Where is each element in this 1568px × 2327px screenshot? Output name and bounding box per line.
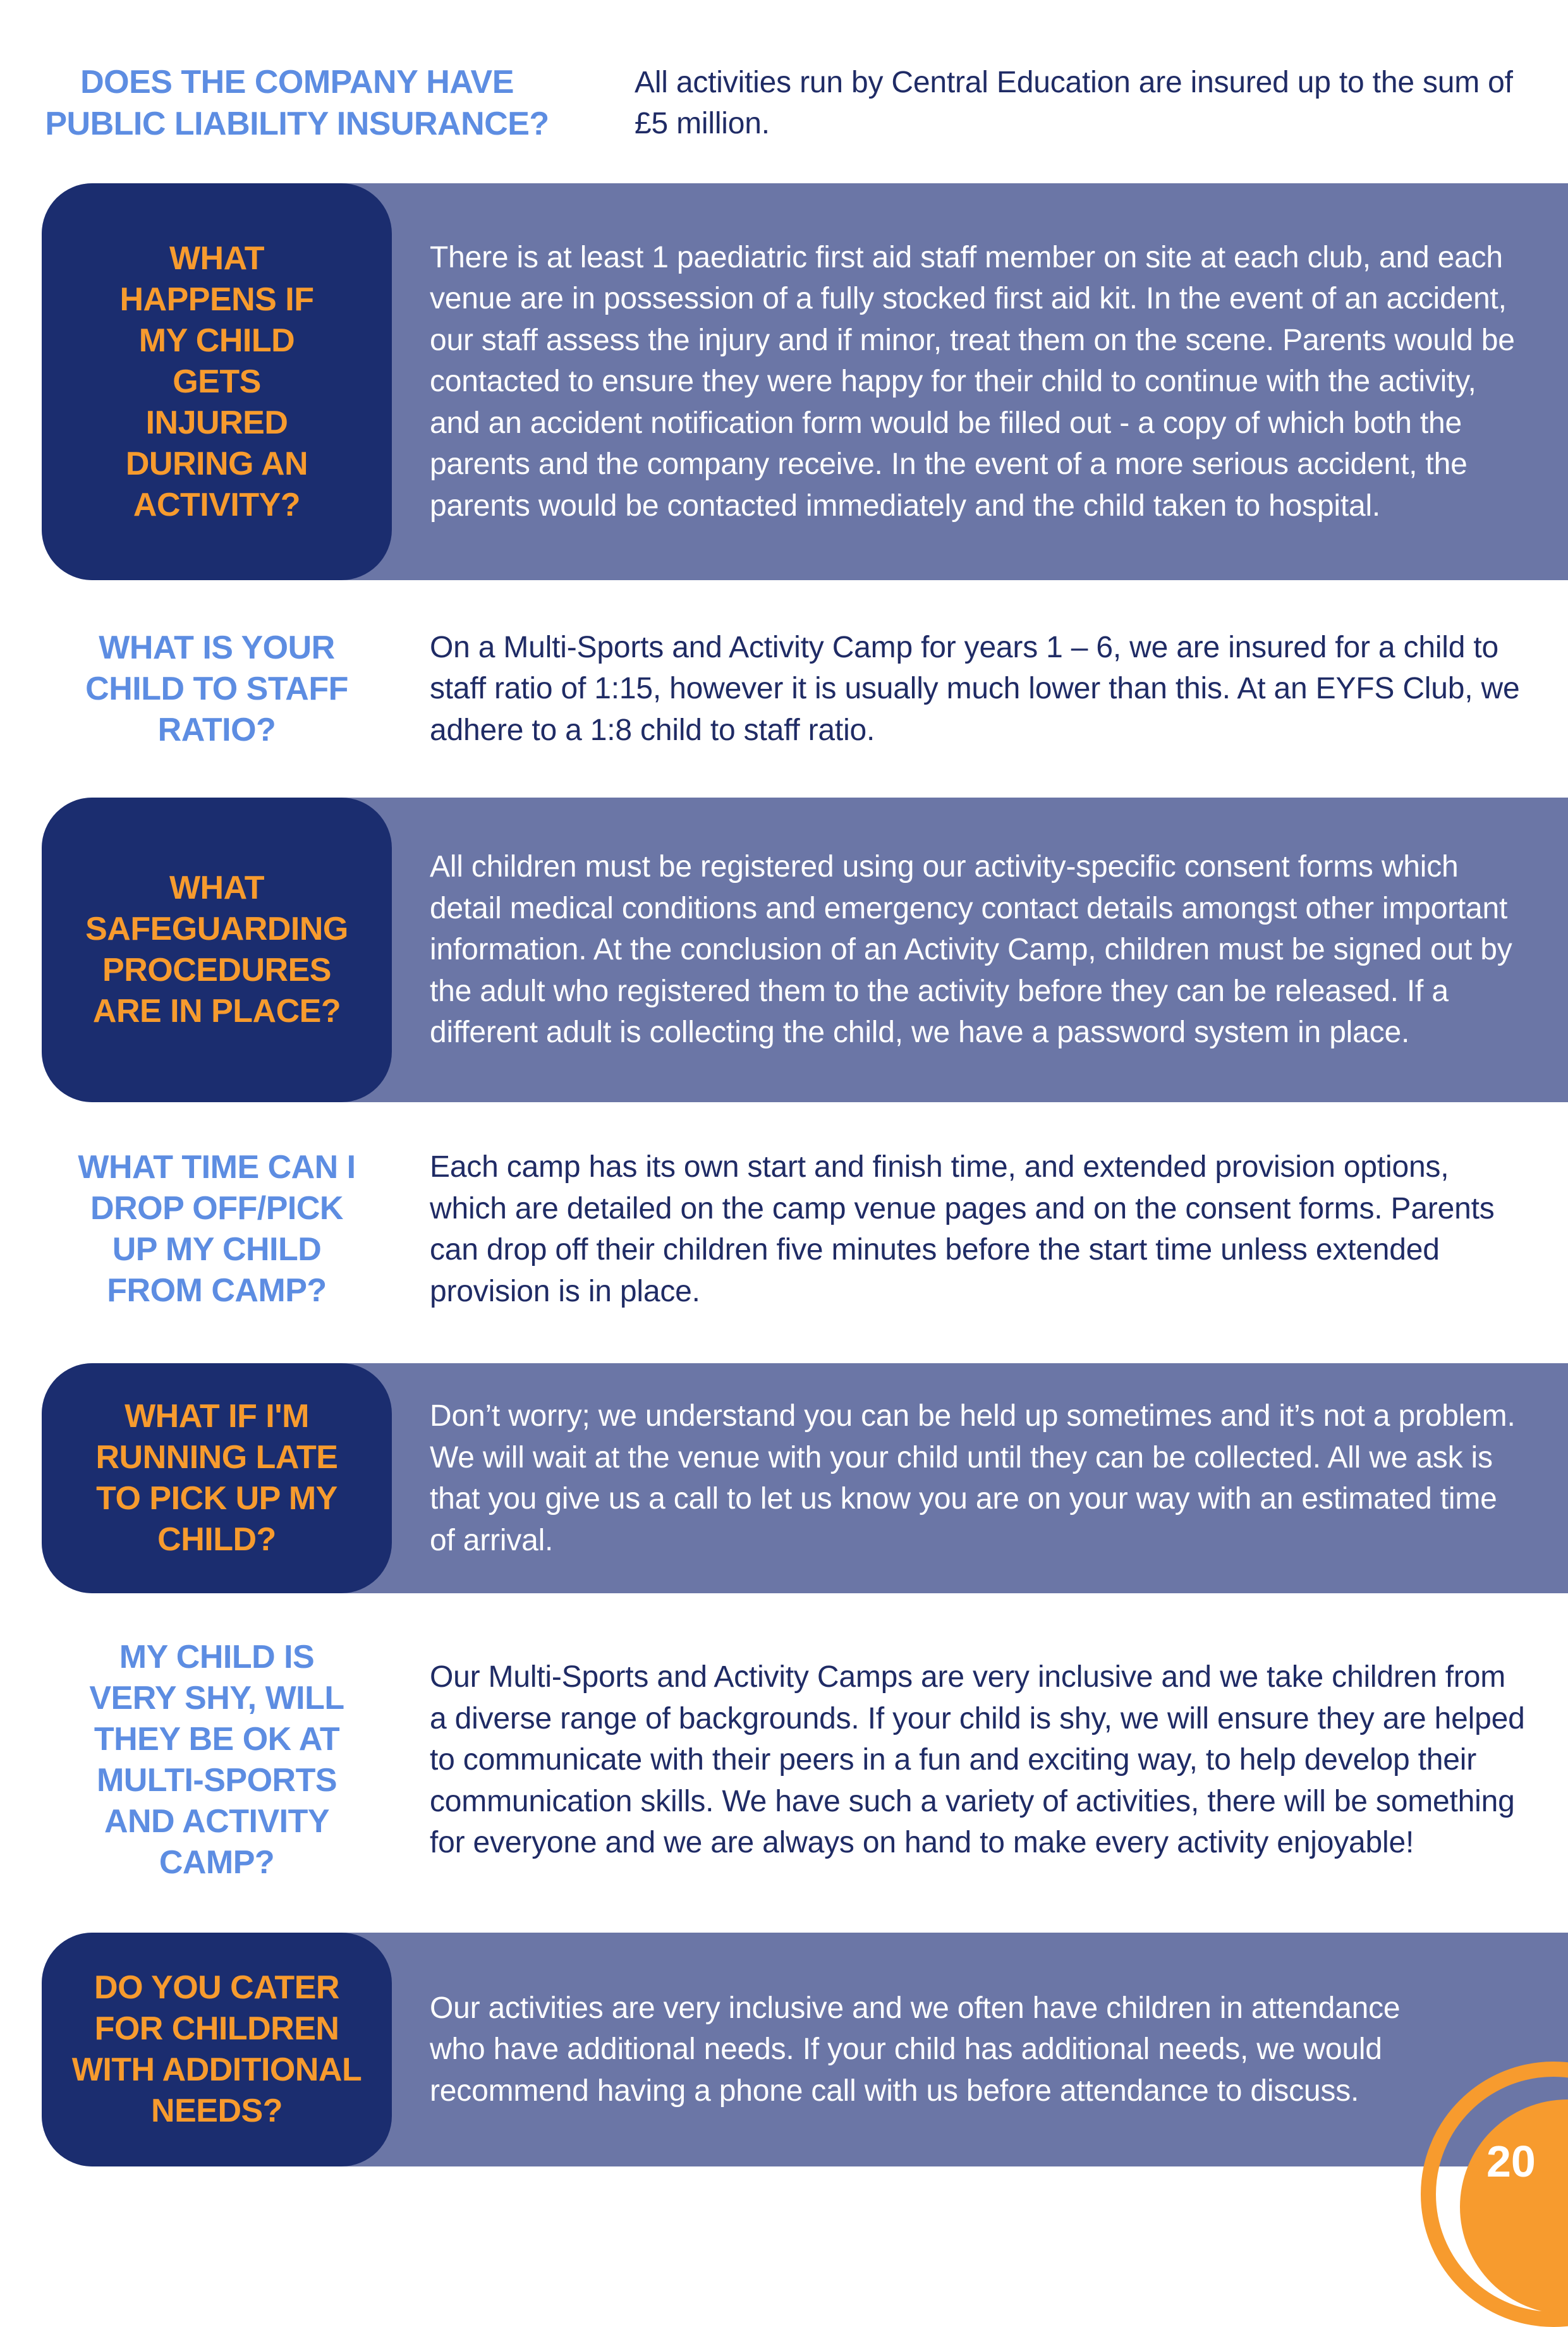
faq-question-container <box>42 616 392 762</box>
faq-question-box <box>42 183 392 580</box>
faq-question-box <box>42 1363 392 1593</box>
faq-question-box <box>42 1933 392 2166</box>
faq-question-container <box>42 1138 392 1321</box>
faq-item-shy-child <box>0 1624 1568 1896</box>
page-number: 20 <box>1486 2137 1536 2186</box>
faq-question-box <box>42 798 392 1102</box>
faq-question: DOES THE COMPANY HAVE PUBLIC LIABILITY INSURANCE? <box>45 64 549 142</box>
faq-question: WHAT IF I'M RUNNING LATE TO PICK UP MY CHILD? <box>95 1398 338 1558</box>
faq-answer: Each camp has its own start and finish time, and extended provision options, which are detailed on the camp venue pages and on the consent forms. Parents can drop off their children five minutes before the start time unless extended provision is in place. <box>430 1150 1495 1308</box>
faq-item-safeguarding <box>0 798 1568 1102</box>
faq-answer: All children must be registered using our activity-specific consent forms which detail medical conditions and emergency contact details amongst other important information. At the conclusion of an Activity Camp, children must be signed out by the adult who registered them to the activity before they can be released. If a different adult is collecting the child, we have a password system in place. <box>430 850 1512 1050</box>
faq-question: WHAT IS YOUR CHILD TO STAFF RATIO? <box>85 629 348 748</box>
faq-item-additional-needs <box>0 1933 1568 2166</box>
faq-question-container <box>42 1624 392 1896</box>
faq-answer: Don’t worry; we understand you can be held up sometimes and it’s not a problem. We will wait at the venue with your child until they can be collected. All we ask is that you give us a call to let us know you are on your way with an estimated time of arrival. <box>430 1399 1516 1557</box>
faq-item-injury <box>0 183 1568 580</box>
faq-answer: Our activities are very inclusive and we often have children in attendance who have additional needs. If your child has additional needs, we would recommend having a phone call with us before attendance to discuss. <box>430 1991 1401 2108</box>
faq-answer: Our Multi-Sports and Activity Camps are very inclusive and we take children from a diverse range of backgrounds. If your child is shy, we will ensure they are helped to communicate with their peers in a fun and exciting way, to help develop their communication skills. We have such a variety of activities, there will be something for everyone and we are always on hand to make every activity enjoyable! <box>430 1660 1525 1860</box>
faq-item-ratio <box>0 616 1568 762</box>
faq-question: WHAT SAFEGUARDING PROCEDURES ARE IN PLACE? <box>85 870 348 1030</box>
faq-question: MY CHILD IS VERY SHY, WILL THEY BE OK AT MULTI-SPORTS AND ACTIVITY CAMP? <box>89 1639 344 1881</box>
faq-item-drop-off <box>0 1138 1568 1321</box>
faq-question: WHAT TIME CAN I DROP OFF/PICK UP MY CHILD FROM CAMP? <box>78 1149 356 1309</box>
faq-question: WHAT HAPPENS IF MY CHILD GETS INJURED DURING AN ACTIVITY? <box>119 240 314 523</box>
faq-item-insurance <box>0 56 1568 150</box>
faq-question-container <box>38 56 556 150</box>
faq-answer: There is at least 1 paediatric first aid staff member on site at each club, and each venue are in possession of a fully stocked first aid kit. In the event of an accident, our staff assess the injury and if minor, treat them on the scene. Parents would be contacted to ensure they were happy for their child to continue with the activity, and an accident notification form would be filled out - a copy of which both the parents and the company receive. In the event of a more serious accident, the parents would be contacted immediately and the child taken to hospital. <box>430 240 1515 523</box>
faq-question: DO YOU CATER FOR CHILDREN WITH ADDITIONAL NEEDS? <box>71 1969 362 2129</box>
faq-answer: All activities run by Central Education are insured up to the sum of £5 million. <box>635 65 1513 140</box>
faq-item-running-late <box>0 1363 1568 1593</box>
faq-answer: On a Multi-Sports and Activity Camp for years 1 – 6, we are insured for a child to staff ratio of 1:15, however it is usually much lower than this. At an EYFS Club, we adhere to a 1:8 child to staff ratio. <box>430 630 1520 747</box>
